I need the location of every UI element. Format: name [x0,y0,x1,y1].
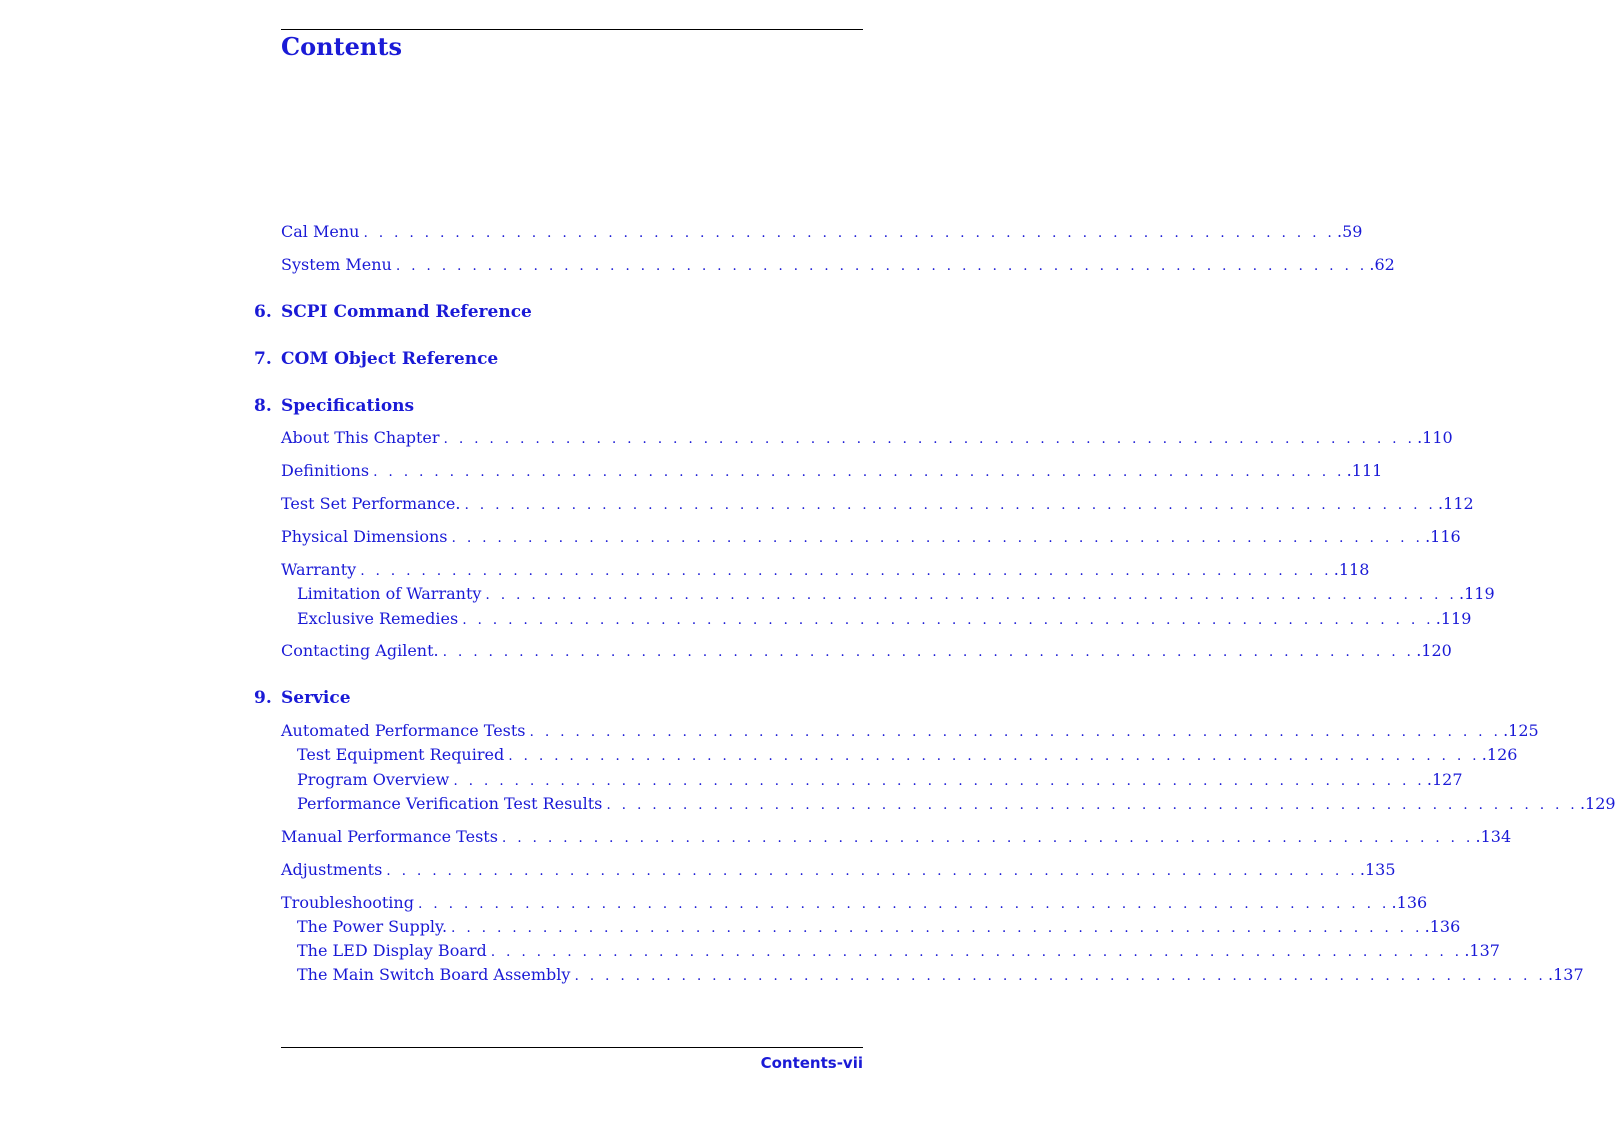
chapter-heading[interactable]: 9. Service [254,688,351,708]
top-rule [281,29,863,30]
chapter-heading[interactable]: 8. Specifications [254,396,415,416]
toc-entry[interactable]: Manual Performance Tests . . . . . . . . . . . . . . . . . . . . . . . . . . . . . . . . . . . . . . . . . . . . . . . . . . . . . . . . . . . . . . . . .134 [281,827,1512,846]
page-number: Contents-vii [760,1054,863,1072]
toc-entry[interactable]: Test Set Performance. . . . . . . . . . . . . . . . . . . . . . . . . . . . . . . . . . . . . . . . . . . . . . . . . . . . . . . . . . . . . . . . . .112 [281,494,1474,513]
toc-subentry[interactable]: Performance Verification Test Results . . . . . . . . . . . . . . . . . . . . . . . . . . . . . . . . . . . . . . . . . . . . . . . . . . . . . . . . . . . . . . . . .129 [297,794,1616,813]
toc-entry-cal-menu[interactable]: Cal Menu . . . . . . . . . . . . . . . . . . . . . . . . . . . . . . . . . . . . . . . . . . . . . . . . . . . . . . . . . . . . . . . . .59 [281,222,1363,241]
toc-entry[interactable]: Contacting Agilent. . . . . . . . . . . . . . . . . . . . . . . . . . . . . . . . . . . . . . . . . . . . . . . . . . . . . . . . . . . . . . . . . .120 [281,641,1452,660]
toc-entry[interactable]: About This Chapter . . . . . . . . . . . . . . . . . . . . . . . . . . . . . . . . . . . . . . . . . . . . . . . . . . . . . . . . . . . . . . . . .110 [281,428,1453,447]
toc-entry[interactable]: Physical Dimensions . . . . . . . . . . . . . . . . . . . . . . . . . . . . . . . . . . . . . . . . . . . . . . . . . . . . . . . . . . . . . . . . .116 [281,527,1461,546]
toc-subentry[interactable]: The Main Switch Board Assembly . . . . . . . . . . . . . . . . . . . . . . . . . . . . . . . . . . . . . . . . . . . . . . . . . . . . . . . . . . . . . . . . .137 [297,965,1584,984]
toc-entry[interactable]: Warranty . . . . . . . . . . . . . . . . . . . . . . . . . . . . . . . . . . . . . . . . . . . . . . . . . . . . . . . . . . . . . . . . .118 [281,560,1370,579]
toc-subentry[interactable]: Exclusive Remedies . . . . . . . . . . . . . . . . . . . . . . . . . . . . . . . . . . . . . . . . . . . . . . . . . . . . . . . . . . . . . . . . .119 [297,609,1472,628]
toc-subentry[interactable]: The Power Supply. . . . . . . . . . . . . . . . . . . . . . . . . . . . . . . . . . . . . . . . . . . . . . . . . . . . . . . . . . . . . . . . . .136 [297,917,1461,936]
toc-entry[interactable]: Troubleshooting . . . . . . . . . . . . . . . . . . . . . . . . . . . . . . . . . . . . . . . . . . . . . . . . . . . . . . . . . . . . . . . . .136 [281,893,1428,912]
toc-entry-system-menu[interactable]: System Menu . . . . . . . . . . . . . . . . . . . . . . . . . . . . . . . . . . . . . . . . . . . . . . . . . . . . . . . . . . . . . . . . .62 [281,255,1395,274]
toc-subentry[interactable]: Test Equipment Required . . . . . . . . . . . . . . . . . . . . . . . . . . . . . . . . . . . . . . . . . . . . . . . . . . . . . . . . . . . . . . . . .126 [297,745,1518,764]
bottom-rule [281,1047,863,1048]
toc-subentry[interactable]: Limitation of Warranty . . . . . . . . . . . . . . . . . . . . . . . . . . . . . . . . . . . . . . . . . . . . . . . . . . . . . . . . . . . . . . . . .119 [297,584,1495,603]
toc-entry[interactable]: Definitions . . . . . . . . . . . . . . . . . . . . . . . . . . . . . . . . . . . . . . . . . . . . . . . . . . . . . . . . . . . . . . . . .111 [281,461,1383,480]
toc-subentry[interactable]: The LED Display Board . . . . . . . . . . . . . . . . . . . . . . . . . . . . . . . . . . . . . . . . . . . . . . . . . . . . . . . . . . . . . . . . .137 [297,941,1500,960]
page-title: Contents [281,32,402,61]
chapter-heading[interactable]: 6. SCPI Command Reference [254,302,532,322]
chapter-heading[interactable]: 7. COM Object Reference [254,349,499,369]
toc-entry[interactable]: Adjustments . . . . . . . . . . . . . . . . . . . . . . . . . . . . . . . . . . . . . . . . . . . . . . . . . . . . . . . . . . . . . . . . .135 [281,860,1396,879]
toc-subentry[interactable]: Program Overview . . . . . . . . . . . . . . . . . . . . . . . . . . . . . . . . . . . . . . . . . . . . . . . . . . . . . . . . . . . . . . . . .127 [297,770,1463,789]
toc-entry[interactable]: Automated Performance Tests . . . . . . . . . . . . . . . . . . . . . . . . . . . . . . . . . . . . . . . . . . . . . . . . . . . . . . . . . . . . . . . . .125 [281,721,1539,740]
